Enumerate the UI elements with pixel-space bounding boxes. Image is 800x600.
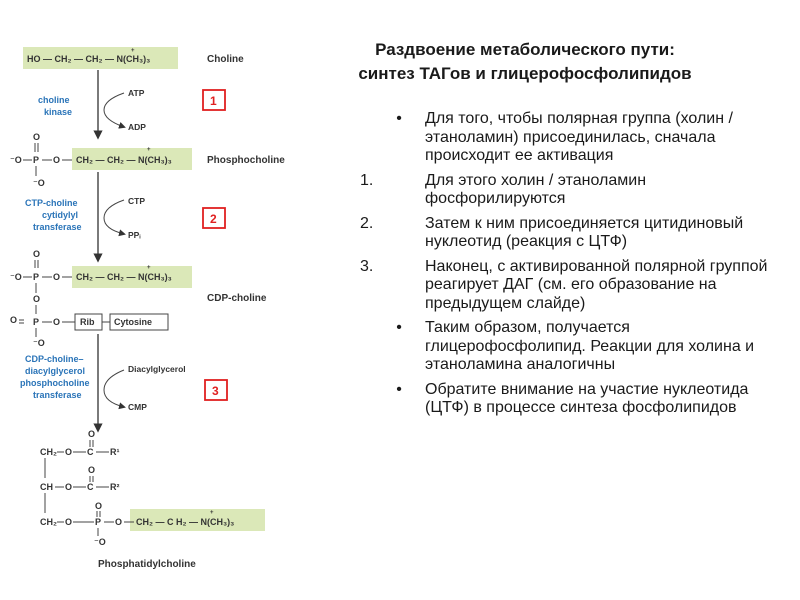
choline-label: Choline bbox=[207, 54, 244, 65]
enzyme3-line4: transferase bbox=[33, 390, 82, 400]
numbered-text: Затем к ним присоединяется цитидиновый нуклеотид (реакция с ЦТФ) bbox=[425, 214, 744, 250]
phosphocholine-p: P bbox=[33, 155, 40, 165]
pc-bridge-o: O bbox=[115, 517, 123, 527]
pc-charge: + bbox=[210, 510, 214, 516]
enzyme2-line3: transferase bbox=[33, 222, 82, 232]
cdp-bridge-o1: O bbox=[53, 272, 61, 282]
numbered-item bbox=[360, 215, 780, 252]
phosphatidylcholine-label: Phosphatidylcholine bbox=[98, 559, 196, 570]
cdp-top-o: O bbox=[33, 249, 41, 259]
cdp-charge: + bbox=[147, 265, 151, 271]
numbered-text: Наконец, с активированной полярной группой реагирует ДАГ (см. его образование на предыдущем слайде) bbox=[425, 257, 768, 312]
enzyme3-line3: phosphocholine bbox=[20, 378, 90, 388]
pc-ch2-bottom: CH₂ bbox=[40, 517, 57, 527]
enzyme1-line2: kinase bbox=[44, 107, 73, 117]
cdp-p2: P bbox=[33, 317, 40, 327]
bullet-marker: • bbox=[396, 380, 402, 398]
enzyme2-line1: CTP-choline bbox=[25, 198, 78, 208]
cdp-chain: CH₂ — CH₂ — N(CH₃)₃ bbox=[76, 272, 172, 282]
slide-title bbox=[325, 38, 725, 86]
phosphocholine-bottom-o: ⁻O bbox=[33, 178, 45, 188]
bullet-text: Для того, чтобы полярная группа (холин / этаноламин) присоединилась, сначала происходит ее активация bbox=[425, 110, 733, 164]
cmp-label: CMP bbox=[128, 402, 147, 412]
cdp-o-left: O bbox=[10, 315, 18, 325]
pc-o1-top: O bbox=[88, 429, 96, 439]
pc-chain: CH₂ — C H₂ — N(CH₃)₃ bbox=[136, 517, 235, 527]
pc-c1: C bbox=[87, 447, 94, 457]
cdp-bridge-o2: O bbox=[53, 317, 61, 327]
cdp-neg-o1: ⁻O bbox=[10, 272, 22, 282]
cytosine-label: Cytosine bbox=[114, 317, 153, 327]
pc-p: P bbox=[95, 517, 102, 527]
atp-label: ATP bbox=[128, 88, 145, 98]
cdp-mid-o: O bbox=[33, 294, 41, 304]
choline-formula: HO — CH₂ — CH₂ — N(CH₃)₃ bbox=[27, 54, 151, 64]
pc-bottom-o: ⁻O bbox=[94, 537, 106, 547]
pc-p-top-o: O bbox=[95, 501, 103, 511]
pc-ester-o1: O bbox=[65, 447, 73, 457]
number-marker: 2. bbox=[360, 214, 374, 232]
phosphocholine-top-o: O bbox=[33, 132, 41, 142]
bullet-item bbox=[360, 319, 780, 375]
numbered-item bbox=[360, 258, 780, 314]
bullet-marker: • bbox=[396, 319, 402, 336]
badge-2-label: 2 bbox=[210, 212, 217, 226]
slide-title-line1: Раздвоение метаболического пути: bbox=[375, 40, 675, 59]
adp-label: ADP bbox=[128, 122, 146, 132]
cdp-choline-label: CDP-choline bbox=[207, 293, 267, 304]
pc-o3: O bbox=[65, 517, 73, 527]
step3-cofactor-arrow bbox=[104, 370, 124, 407]
enzyme3-line1: CDP-choline– bbox=[25, 354, 84, 364]
step1-cofactor-arrow bbox=[104, 93, 124, 127]
cdp-p1: P bbox=[33, 272, 40, 282]
step2-cofactor-arrow bbox=[104, 200, 124, 234]
diacylglycerol-label: Diacylglycerol bbox=[128, 364, 186, 374]
pc-o2-top: O bbox=[88, 465, 96, 475]
number-marker: 3. bbox=[360, 257, 374, 275]
pc-r2: R² bbox=[110, 482, 120, 492]
bullet-item bbox=[360, 381, 780, 418]
phosphocholine-label: Phosphocholine bbox=[207, 155, 285, 166]
choline-charge: + bbox=[131, 48, 135, 54]
pc-ch2-top: CH₂ bbox=[40, 447, 57, 457]
slide-title-line2: синтез ТАГов и глицерофосфолипидов bbox=[358, 64, 692, 83]
rib-label: Rib bbox=[80, 317, 95, 327]
phosphocholine-charge: + bbox=[147, 147, 151, 153]
pc-r1: R¹ bbox=[110, 447, 120, 457]
enzyme1-line1: choline bbox=[38, 95, 70, 105]
phosphocholine-bridge-o: O bbox=[53, 155, 61, 165]
ctp-label: CTP bbox=[128, 196, 145, 206]
ppi-label: PPᵢ bbox=[128, 230, 141, 240]
phosphocholine-neg-o: ⁻O bbox=[10, 155, 22, 165]
choline-pathway-diagram bbox=[0, 0, 320, 600]
pc-ester-o2: O bbox=[65, 482, 73, 492]
numbered-item bbox=[360, 172, 780, 209]
badge-1-label: 1 bbox=[210, 94, 217, 108]
number-marker: 1. bbox=[360, 171, 374, 189]
cdp-bottom-o: ⁻O bbox=[33, 338, 45, 348]
enzyme2-line2: cytidylyl bbox=[42, 210, 79, 220]
bullet-text: Обратите внимание на участие нуклеотида (ЦТФ) в процессе синтеза фосфолипидов bbox=[425, 380, 749, 416]
phosphocholine-chain: CH₂ — CH₂ — N(CH₃)₃ bbox=[76, 155, 172, 165]
bullet-text: Таким образом, получается глицерофосфолипид. Реакции для холина и этаноламина аналогичны bbox=[425, 319, 755, 373]
badge-3-label: 3 bbox=[212, 384, 219, 398]
bullet-item bbox=[360, 110, 780, 166]
pc-ch: CH bbox=[40, 482, 53, 492]
pc-c2: C bbox=[87, 482, 94, 492]
bullet-list bbox=[360, 110, 780, 424]
bullet-marker: • bbox=[396, 110, 402, 127]
enzyme3-line2: diacylglycerol bbox=[25, 366, 86, 376]
numbered-text: Для этого холин / этаноламин фосфорилируются bbox=[425, 171, 647, 207]
